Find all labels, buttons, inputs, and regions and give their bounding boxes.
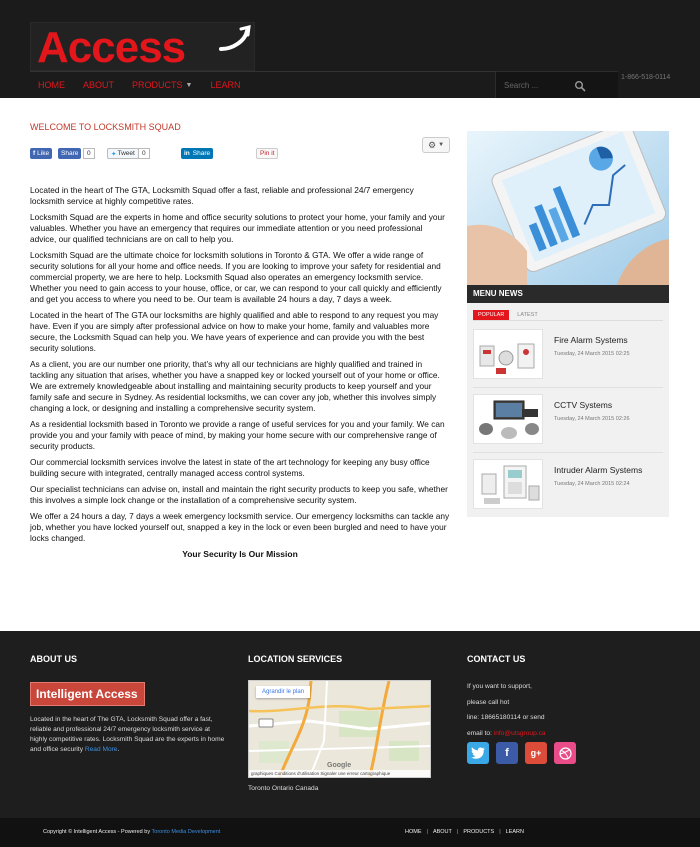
nav-home-label: HOME [38, 80, 65, 90]
news-date: Tuesday, 24 March 2015 02:24 [554, 481, 630, 487]
footer-nav-home[interactable]: HOME [405, 829, 422, 835]
nav-products-label: PRODUCTS [132, 80, 183, 90]
nav-separator: | [456, 829, 459, 835]
tab-popular[interactable]: POPULAR [473, 310, 509, 320]
nav-about-label: ABOUT [83, 80, 115, 90]
nav-products[interactable] [132, 80, 192, 90]
article-body [30, 185, 450, 565]
footer-nav-learn[interactable]: LEARN [505, 829, 524, 835]
fb-share-label: Share [61, 150, 79, 157]
paragraph: Our commercial locksmith services involve the latest in state of the art technology for keeping any busy office building secure with integrated, centrally managed access control systems. [30, 456, 430, 478]
map-footer[interactable]: graphiques Conditions d'utilisation Signaler une erreur cartographique [249, 770, 431, 777]
facebook-share-button[interactable] [58, 148, 81, 159]
map-google-logo: Google [327, 762, 352, 769]
intruder-alarm-thumbnail [473, 459, 543, 509]
linkedin-share-button[interactable] [181, 148, 213, 159]
caret-down-icon: ▼ [438, 142, 445, 148]
read-more-link[interactable]: Read More [84, 746, 118, 753]
tweet-button[interactable] [107, 148, 139, 159]
gear-icon: ⚙ [427, 139, 437, 150]
copyright-text: Copyright © Intelligent Access - Powered by [43, 829, 152, 835]
search-box [495, 71, 618, 98]
share-bar [30, 148, 450, 162]
bottom-bar [0, 818, 700, 847]
facebook-icon: f [33, 150, 36, 157]
copyright [43, 829, 220, 835]
intelligent-access-badge: Intelligent Access [30, 682, 145, 706]
page-title: WELCOME TO LOCKSMITH SQUAD [30, 122, 181, 132]
footer-nav-about[interactable]: ABOUT [432, 829, 452, 835]
search-input[interactable] [504, 78, 574, 92]
header-phone: 1-866-518-0114 [621, 74, 671, 81]
nav-learn[interactable] [210, 80, 240, 90]
nav-home[interactable] [38, 80, 65, 90]
news-date: Tuesday, 24 March 2015 02:26 [554, 416, 630, 422]
google-plus-icon[interactable]: g+ [525, 742, 547, 764]
paragraph: Locksmith Squad are the experts in home and office security solutions to protect your home, your family and your valuables. Whether you have an emergency that requires our immediate attention or you need professional advice, our qualified technicians are on call to help you. [30, 212, 445, 244]
footer-about-title: ABOUT US [30, 654, 77, 664]
news-item[interactable] [473, 329, 663, 389]
facebook-count: 0 [83, 148, 95, 159]
paragraph: Located in the heart of The GTA, Locksmith Squad offer a fast, reliable and professional 24/7 emergency locksmith service at highly competitive rates. [30, 185, 414, 206]
article [30, 118, 450, 559]
cctv-thumbnail [473, 394, 543, 444]
menu-news-title: MENU NEWS [467, 285, 669, 303]
paragraph: Locksmith Squad are the ultimate choice for locksmith solutions in Toronto & GTA. We offer a wide range of security solutions for all your home and office needs. If you are looking to improve your safety for residential and commercial property, we are here to help. Locksmith Squad also operates an emergency locksmith service. Whether you need to gain access to your house, office, or car, we can respond to your call quickly and efficiently and get you access to where you need to be. Our team is available 24 hours a day, 7 days a week. [30, 250, 442, 304]
news-title[interactable]: Fire Alarm Systems [554, 335, 628, 345]
news-tabs [473, 310, 540, 320]
tabs-divider [473, 320, 663, 321]
footer-contact-title: CONTACT US [467, 654, 526, 664]
site-footer [0, 631, 700, 818]
nav-about[interactable] [83, 80, 114, 90]
dribbble-icon[interactable] [554, 742, 576, 764]
paragraph: Our specialist technicians can advise on, install and maintain the right security products to keep you safe, whether this involves a simple lock change or the installation of a comprehensive security system. [30, 483, 448, 505]
footer-about-body: Located in the heart of The GTA, Locksmith Squad offer a fast, reliable and professional 24/7 emergency locksmith service at highly competitive rates. Locksmith Squad are the experts in home and office security [30, 716, 225, 753]
footer-nav [405, 829, 524, 835]
expand-map-button[interactable]: Agrandir le plan [256, 686, 310, 698]
paragraph: As a client, you are our number one priority, that’s why all our technicians are highly qualified and trained in tackling any situation that arises, whether you have a snapped key or locked yourself out of your home or office. We are extremely knowledgeable about installing and maintaining security products to keep yourself and your family safe and secure in Sydney. As residential locksmiths, we can cover any job, whether this involves simply changing a lock, or designing and installing a comprehensive security system. [30, 358, 440, 413]
footer-contact-text [467, 679, 546, 741]
contact-line [467, 726, 546, 742]
fb-like-label: Like [37, 150, 50, 157]
news-title[interactable]: Intruder Alarm Systems [554, 465, 643, 475]
news-title[interactable]: CCTV Systems [554, 400, 613, 410]
footer-location-title: LOCATION SERVICES [248, 654, 343, 664]
tweet-count: 0 [138, 148, 150, 159]
tablet-chart-illustration [467, 131, 669, 285]
copyright-link[interactable]: Toronto Media Development [151, 829, 221, 835]
mission-statement: Your Security Is Our Mission [182, 548, 298, 559]
menu-news-panel [467, 285, 669, 517]
chevron-down-icon: ▼ [185, 81, 193, 89]
contact-line: please call hot [467, 698, 510, 706]
contact-line: If you want to support, [467, 683, 532, 690]
nav-separator: | [499, 829, 501, 835]
social-links [467, 742, 576, 764]
hero-tablet-image [467, 131, 669, 285]
twitter-icon: ✦ [111, 150, 117, 158]
site-logo[interactable] [30, 22, 255, 71]
logo-text: Access [37, 23, 186, 72]
tweet-label: Tweet [117, 150, 135, 157]
facebook-like-button[interactable] [30, 148, 52, 159]
paragraph: We offer a 24 hours a day, 7 days a week emergency locksmith service. Our emergency locksmiths can tackle any job, whether you have locked yourself out, snapped a key in the lock or even been burgled and need to have your locks changed. [30, 510, 450, 543]
location-map[interactable] [248, 680, 431, 778]
contact-email-link[interactable]: info@utsgroup.ca [493, 729, 546, 737]
pinterest-button[interactable] [256, 148, 278, 159]
nav-separator: | [426, 829, 428, 835]
logo-swoosh-icon [217, 25, 253, 55]
footer-nav-products[interactable]: PRODUCTS [463, 829, 495, 835]
divider [473, 452, 663, 453]
contact-email-prefix: email to: [467, 729, 494, 737]
divider [473, 387, 663, 388]
paragraph: As a residential locksmith based in Toronto we provide a range of useful services for you and your family. We can provide you and your family with peace of mind, by making your home secure with our comprehensive range of security products. [30, 418, 445, 451]
linkedin-icon: in [184, 150, 190, 157]
tab-latest[interactable]: LATEST [517, 312, 538, 318]
news-item[interactable] [473, 394, 663, 454]
contact-line: line: 18665180114 or send [467, 714, 545, 721]
twitter-icon[interactable] [467, 742, 489, 764]
facebook-icon[interactable]: f [496, 742, 518, 764]
paragraph: Located in the heart of The GTA our locksmiths are highly qualified and able to respond to any request you may have. Even if you are simply after professional advice on how to make your home, family and valuables more secure, the Locksmith Squad can help you. We have years of experience and can provide you with the best security solutions. [30, 309, 439, 353]
footer-about-text: Located in the heart of The GTA, Locksmith Squad offer a fast, reliable and professional 24/7 emergency locksmith service at highly competitive rates. Locksmith Squad are the experts in home and office security Read More. [30, 716, 225, 753]
pinterest-label: Pin it [260, 150, 275, 157]
linkedin-label: Share [192, 150, 211, 157]
search-icon[interactable] [574, 80, 586, 92]
map-caption: Toronto Ontario Canada [248, 785, 319, 792]
news-date: Tuesday, 24 March 2015 02:25 [554, 351, 630, 357]
nav-learn-label: LEARN [210, 80, 241, 90]
fire-alarm-thumbnail [473, 329, 543, 379]
main-nav [30, 71, 495, 98]
site-header [0, 0, 700, 98]
news-item[interactable] [473, 459, 663, 519]
